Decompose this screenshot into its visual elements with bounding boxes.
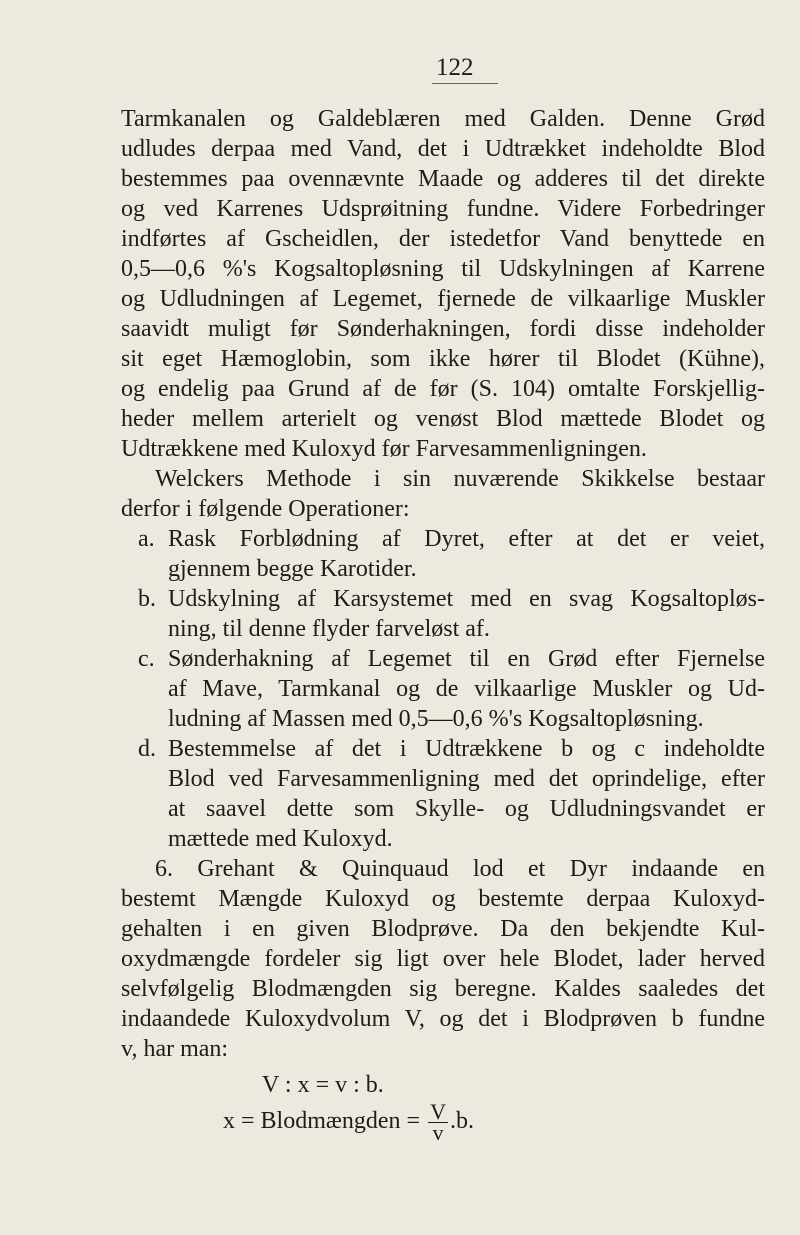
text-line: at saavel dette som Skylle- og Udludningsvandet er [168, 796, 765, 822]
text-line: gehalten i en given Blodprøve. Da den bekjendte Kul- [121, 916, 765, 942]
formula-fraction [428, 1099, 448, 1145]
list-item-label: d. [138, 736, 156, 762]
paragraph-2 [121, 464, 765, 524]
text-line: indaandede Kuloxydvolum V, og det i Blodprøven b fundne [121, 1006, 765, 1032]
text-line: mættede med Kuloxyd. [168, 826, 393, 852]
fraction-denominator: v [432, 1120, 444, 1145]
text-line: selvfølgelig Blodmængden sig beregne. Kaldes saaledes det [121, 976, 765, 1002]
operations-list [121, 524, 765, 854]
text-line: v, har man: [121, 1036, 229, 1062]
formula-rhs: .b. [449, 1108, 474, 1135]
body-text [121, 104, 765, 1154]
text-line: af Mave, Tarmkanal og de vilkaarlige Muskler og Ud- [168, 676, 765, 702]
text-line: bestemt Mængde Kuloxyd og bestemte derpaa Kuloxyd- [121, 886, 765, 912]
text-line: Udtrækkene med Kuloxyd før Farvesammenligningen. [121, 436, 647, 462]
text-line: Rask Forblødning af Dyret, efter at det er veiet, [168, 526, 765, 552]
text-line: Sønderhakning af Legemet til en Grød efter Fjernelse [168, 646, 765, 672]
text-line: 0,5—0,6 %'s Kogsaltopløsning til Udskylningen af Karrene [121, 256, 765, 282]
text-line: oxydmængde fordeler sig ligt over hele Blodet, lader herved [121, 946, 765, 972]
text-line: udludes derpaa med Vand, det i Udtrækket indeholdte Blod [121, 136, 765, 162]
text-line: derfor i følgende Operationer: [121, 496, 410, 522]
text-line: Tarmkanalen og Galdeblæren med Galden. Denne Grød [121, 106, 765, 132]
list-item-label: a. [138, 526, 155, 552]
text-line: indførtes af Gscheidlen, der istedetfor Vand benyttede en [121, 226, 765, 252]
text-line: sit eget Hæmoglobin, som ikke hører til Blodet (Kühne), [121, 346, 765, 372]
text-line: Blod ved Farvesammenligning med det oprindelige, efter [168, 766, 765, 792]
list-item [121, 644, 765, 734]
list-item [121, 734, 765, 854]
text-line: og Udludningen af Legemet, fjernede de vilkaarlige Muskler [121, 286, 765, 312]
list-item-label: c. [138, 646, 155, 672]
blood-volume-formula [121, 1099, 765, 1154]
text-line: ludning af Massen med 0,5—0,6 %'s Kogsaltopløsning. [168, 706, 704, 732]
text-line: bestemmes paa ovennævnte Maade og adderes til det direkte [121, 166, 765, 192]
list-item-label: b. [138, 586, 156, 612]
fraction-numerator: V [430, 1099, 446, 1124]
paragraph-3 [121, 854, 765, 1064]
text-line: Bestemmelse af det i Udtrækkene b og c indeholdte [168, 736, 765, 762]
text-line: Udskylning af Karsystemet med en svag Kogsaltopløs- [168, 586, 765, 612]
proportion-formula: V : x = v : b. [262, 1072, 384, 1098]
text-line: saavidt muligt før Sønderhakningen, fordi disse indeholder [121, 316, 765, 342]
formula-lhs: x = Blodmængden = [223, 1108, 427, 1135]
text-line: gjennem begge Karotider. [168, 556, 417, 582]
list-item [121, 584, 765, 644]
text-line: Welckers Methode i sin nuværende Skikkelse bestaar [155, 466, 765, 492]
text-line: ning, til denne flyder farveløst af. [168, 616, 490, 642]
text-line: og ved Karrenes Udsprøitning fundne. Videre Forbedringer [121, 196, 765, 222]
paragraph-1 [121, 104, 765, 464]
text-line: heder mellem arterielt og venøst Blod mættede Blodet og [121, 406, 765, 432]
page-number-rule [432, 83, 498, 84]
page-number: 122 [436, 54, 474, 81]
text-line: 6. Grehant & Quinquaud lod et Dyr indaande en [155, 856, 765, 882]
list-item [121, 524, 765, 584]
text-line: og endelig paa Grund af de før (S. 104) omtalte Forskjellig- [121, 376, 765, 402]
